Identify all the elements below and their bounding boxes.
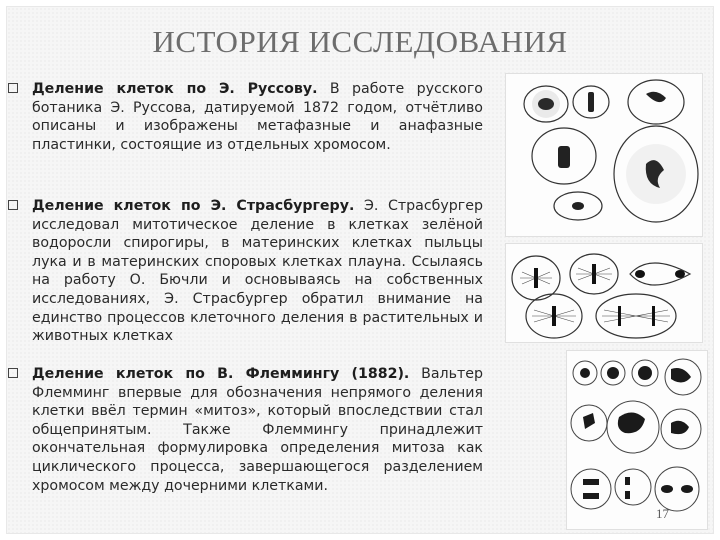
checkbox-bullet-icon xyxy=(8,368,18,378)
flemming-mitosis-illustration xyxy=(566,350,708,530)
section-lead: Деление клеток по Э. Руссову. xyxy=(32,81,318,97)
checkbox-bullet-icon xyxy=(8,200,18,210)
slide-title: ИСТОРИЯ ИССЛЕДОВАНИЯ xyxy=(152,24,568,59)
section-russov xyxy=(8,80,483,154)
section-body: Вальтер Флемминг впервые для обозначения непрямого деления клетки ввёл термин «митоз», который впоследствии стал общепринятым. Также Флеммингу принадлежит окончательная формулировка определения митоза как циклического процесса, завершающегося разделением хромосом между дочерними клетками. xyxy=(32,366,483,494)
section-flemming xyxy=(8,365,483,495)
section-lead: Деление клеток по Э. Страсбургеру. xyxy=(32,198,355,214)
section-strasburger xyxy=(8,197,483,346)
russov-cell-illustration xyxy=(505,73,703,237)
page-number: 17 xyxy=(656,506,669,521)
checkbox-bullet-icon xyxy=(8,83,18,93)
section-text xyxy=(32,197,483,346)
russov-cells-drawing xyxy=(506,74,702,236)
flemming-mitosis-drawing xyxy=(567,351,707,529)
section-body: В работе русского ботаника Э. Руссова, датируемой 1872 годом, отчётливо описаны и изображены метафазные и анафазные пластинки, состоящие из отдельных хромосом. xyxy=(32,81,483,153)
strasburger-spindle-drawing xyxy=(506,244,702,342)
section-text xyxy=(32,80,483,154)
strasburger-spindle-illustration xyxy=(505,243,703,343)
section-text xyxy=(32,365,483,495)
section-lead: Деление клеток по В. Флеммингу (1882). xyxy=(32,366,410,382)
section-body: Э. Страсбургер исследовал митотическое деление в клетках зелёной водоросли спирогиры, в материнских клетках пыльцы лука и в материнских споровых клетках плауна. Ссылаясь на работу О. Бючли и основываясь на собственных исследованиях, Э. Страсбургер обратил внимание на единство процессов клеточного деления в растительных и животных клетках xyxy=(32,198,483,345)
